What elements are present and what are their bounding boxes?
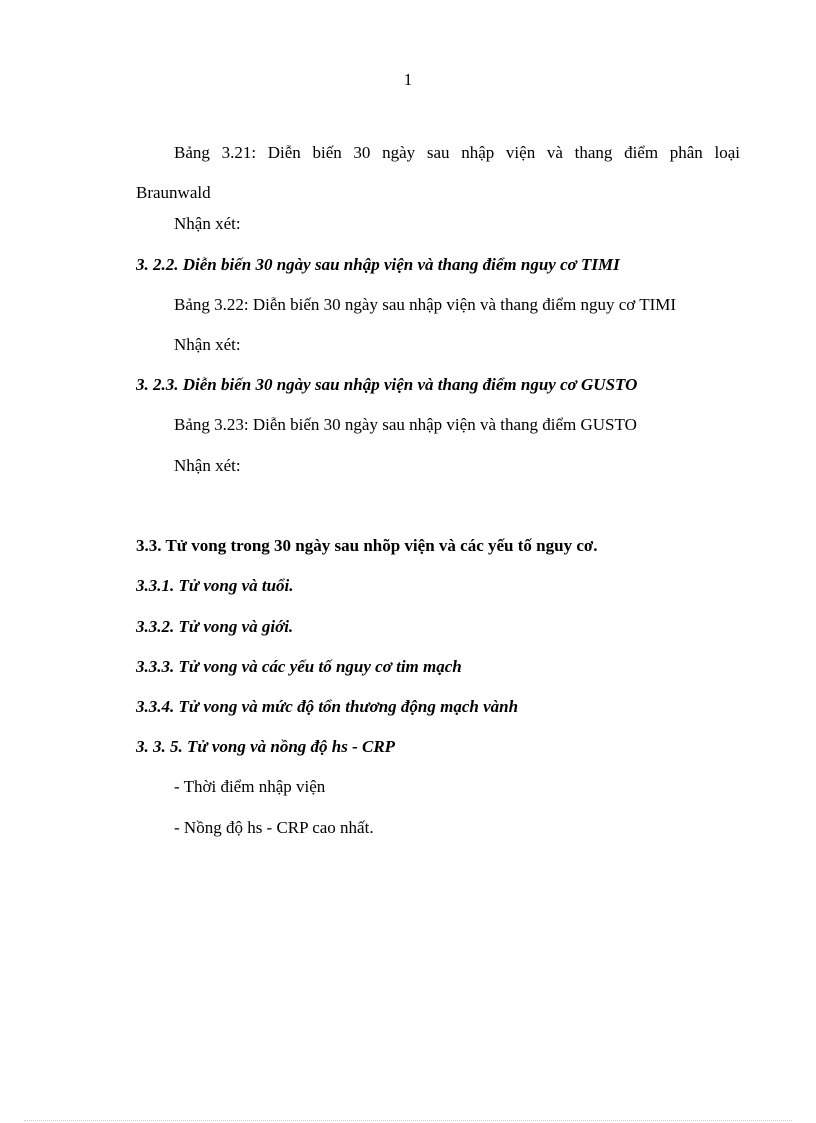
subsection-heading-3-3-5: 3. 3. 5. Tử vong và nồng độ hs - CRP <box>136 737 396 756</box>
remark-label: Nhận xét: <box>174 335 241 354</box>
table-3-21-caption-line2: Braunwald <box>136 183 211 202</box>
section-heading-3-3: 3.3. Tử vong trong 30 ngày sau nhõp viện và các yếu tố nguy cơ. <box>136 536 598 555</box>
table-3-22-caption: Bảng 3.22: Diễn biến 30 ngày sau nhập viện và thang điểm nguy cơ TIMI <box>174 295 677 314</box>
list-item: - Nồng độ hs - CRP cao nhất. <box>174 818 374 837</box>
remark-label: Nhận xét: <box>174 214 241 233</box>
remark-label: Nhận xét: <box>174 456 241 475</box>
subsection-heading-3-3-4: 3.3.4. Tử vong và mức độ tổn thương động mạch vành <box>136 697 519 716</box>
table-3-21-caption-line1: Bảng 3.21: Diễn biến 30 ngày sau nhập viện và thang điểm phân loại <box>174 143 740 162</box>
section-heading-3-2-3: 3. 2.3. Diễn biến 30 ngày sau nhập viện và thang điểm nguy cơ GUSTO <box>136 375 638 394</box>
section-heading-3-2-2: 3. 2.2. Diễn biến 30 ngày sau nhập viện và thang điểm nguy cơ TIMI <box>136 255 620 274</box>
page-number: 1 <box>403 70 413 89</box>
list-item: - Thời điểm nhập viện <box>174 777 326 796</box>
subsection-heading-3-3-1: 3.3.1. Tử vong và tuổi. <box>136 576 294 595</box>
subsection-heading-3-3-2: 3.3.2. Tử vong và giới. <box>136 617 294 636</box>
table-3-23-caption: Bảng 3.23: Diễn biến 30 ngày sau nhập viện và thang điểm GUSTO <box>174 415 637 434</box>
table-3-21-caption <box>136 143 740 203</box>
page-bottom-divider <box>24 1120 792 1121</box>
subsection-heading-3-3-3: 3.3.3. Tử vong và các yếu tố nguy cơ tim mạch <box>136 657 462 676</box>
